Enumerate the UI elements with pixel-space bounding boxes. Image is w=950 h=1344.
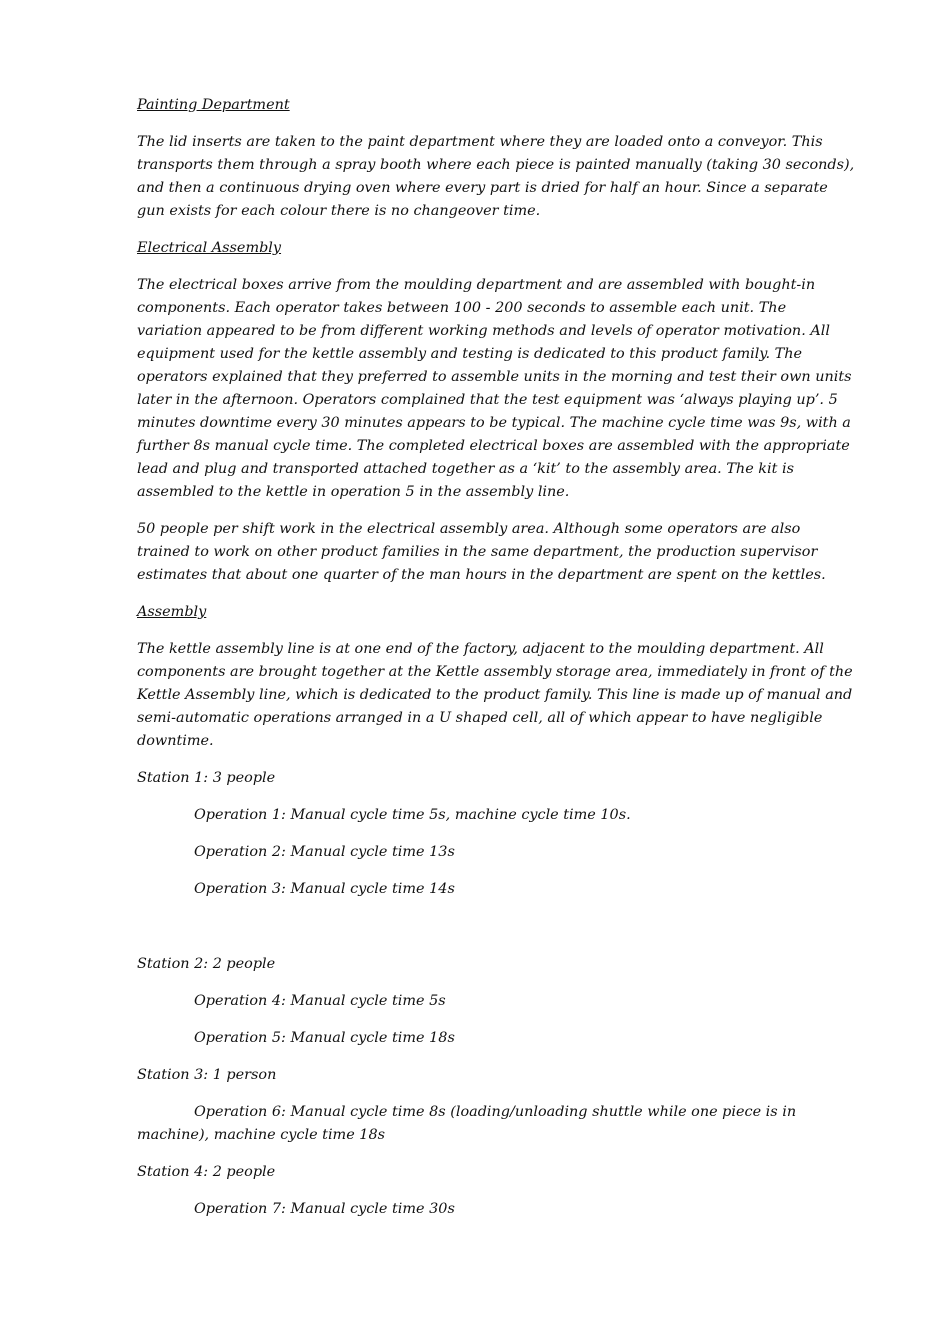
station-3-label: Station 3: 1 person: [137, 1067, 277, 1083]
operation-6-line: Operation 6: Manual cycle time 8s (loading/unloading shuttle while one piece is in machine), machine cycle time 18s: [137, 1104, 797, 1143]
station-4-label: Station 4: 2 people: [137, 1164, 276, 1180]
station-2-label: Station 2: 2 people: [137, 956, 276, 972]
assembly-paragraph: The kettle assembly line is at one end of the factory, adjacent to the moulding department. All components are brought together at the Kettle assembly storage area, immediately in front of the Kettle Assembly line, which is dedicated to the product family. This line is made up of manual and semi-automatic operations arranged in a U shaped cell, all of which appear to have negligible downtime.: [137, 641, 853, 749]
electrical-assembly-heading: Electrical Assembly: [137, 240, 282, 256]
operation-4-line: Operation 4: Manual cycle time 5s: [194, 993, 446, 1009]
electrical-assembly-paragraph-1: The electrical boxes arrive from the moulding department and are assembled with bought-in components. Each operator takes between 100 - 200 seconds to assemble each unit. The variation appeared to be from different working methods and levels of operator motivation. All equipment used for the kettle assembly and testing is dedicated to this product family. The operators explained that they preferred to assemble units in the morning and test their own units later in the afternoon. Operators complained that the test equipment was ‘always playing up’. 5 minutes downtime every 30 minutes appears to be typical. The machine cycle time was 9s, with a further 8s manual cycle time. The completed electrical boxes are assembled with the appropriate lead and plug and transported attached together as a ‘kit’ to the assembly area. The kit is assembled to the kettle in operation 5 in the assembly line.: [137, 277, 852, 500]
document-body: [137, 94, 855, 1235]
electrical-assembly-paragraph-2: 50 people per shift work in the electrical assembly area. Although some operators are also trained to work on other product families in the same department, the production supervisor estimates that about one quarter of the man hours in the department are spent on the kettles.: [137, 521, 826, 583]
operation-5-line: Operation 5: Manual cycle time 18s: [194, 1030, 455, 1046]
painting-department-paragraph: The lid inserts are taken to the paint department where they are loaded onto a conveyor. This transports them through a spray booth where each piece is painted manually (taking 30 seconds), and then a continuous drying oven where every part is dried for half an hour. Since a separate gun exists for each colour there is no changeover time.: [137, 134, 855, 219]
operation-7-line: Operation 7: Manual cycle time 30s: [194, 1201, 455, 1217]
assembly-heading: Assembly: [137, 604, 207, 620]
painting-department-heading: Painting Department: [137, 97, 290, 113]
operation-2-line: Operation 2: Manual cycle time 13s: [194, 844, 455, 860]
operation-3-line: Operation 3: Manual cycle time 14s: [194, 881, 455, 897]
station-1-label: Station 1: 3 people: [137, 770, 276, 786]
operation-1-line: Operation 1: Manual cycle time 5s, machine cycle time 10s.: [194, 807, 631, 823]
blank-line-spacer: [137, 915, 855, 953]
